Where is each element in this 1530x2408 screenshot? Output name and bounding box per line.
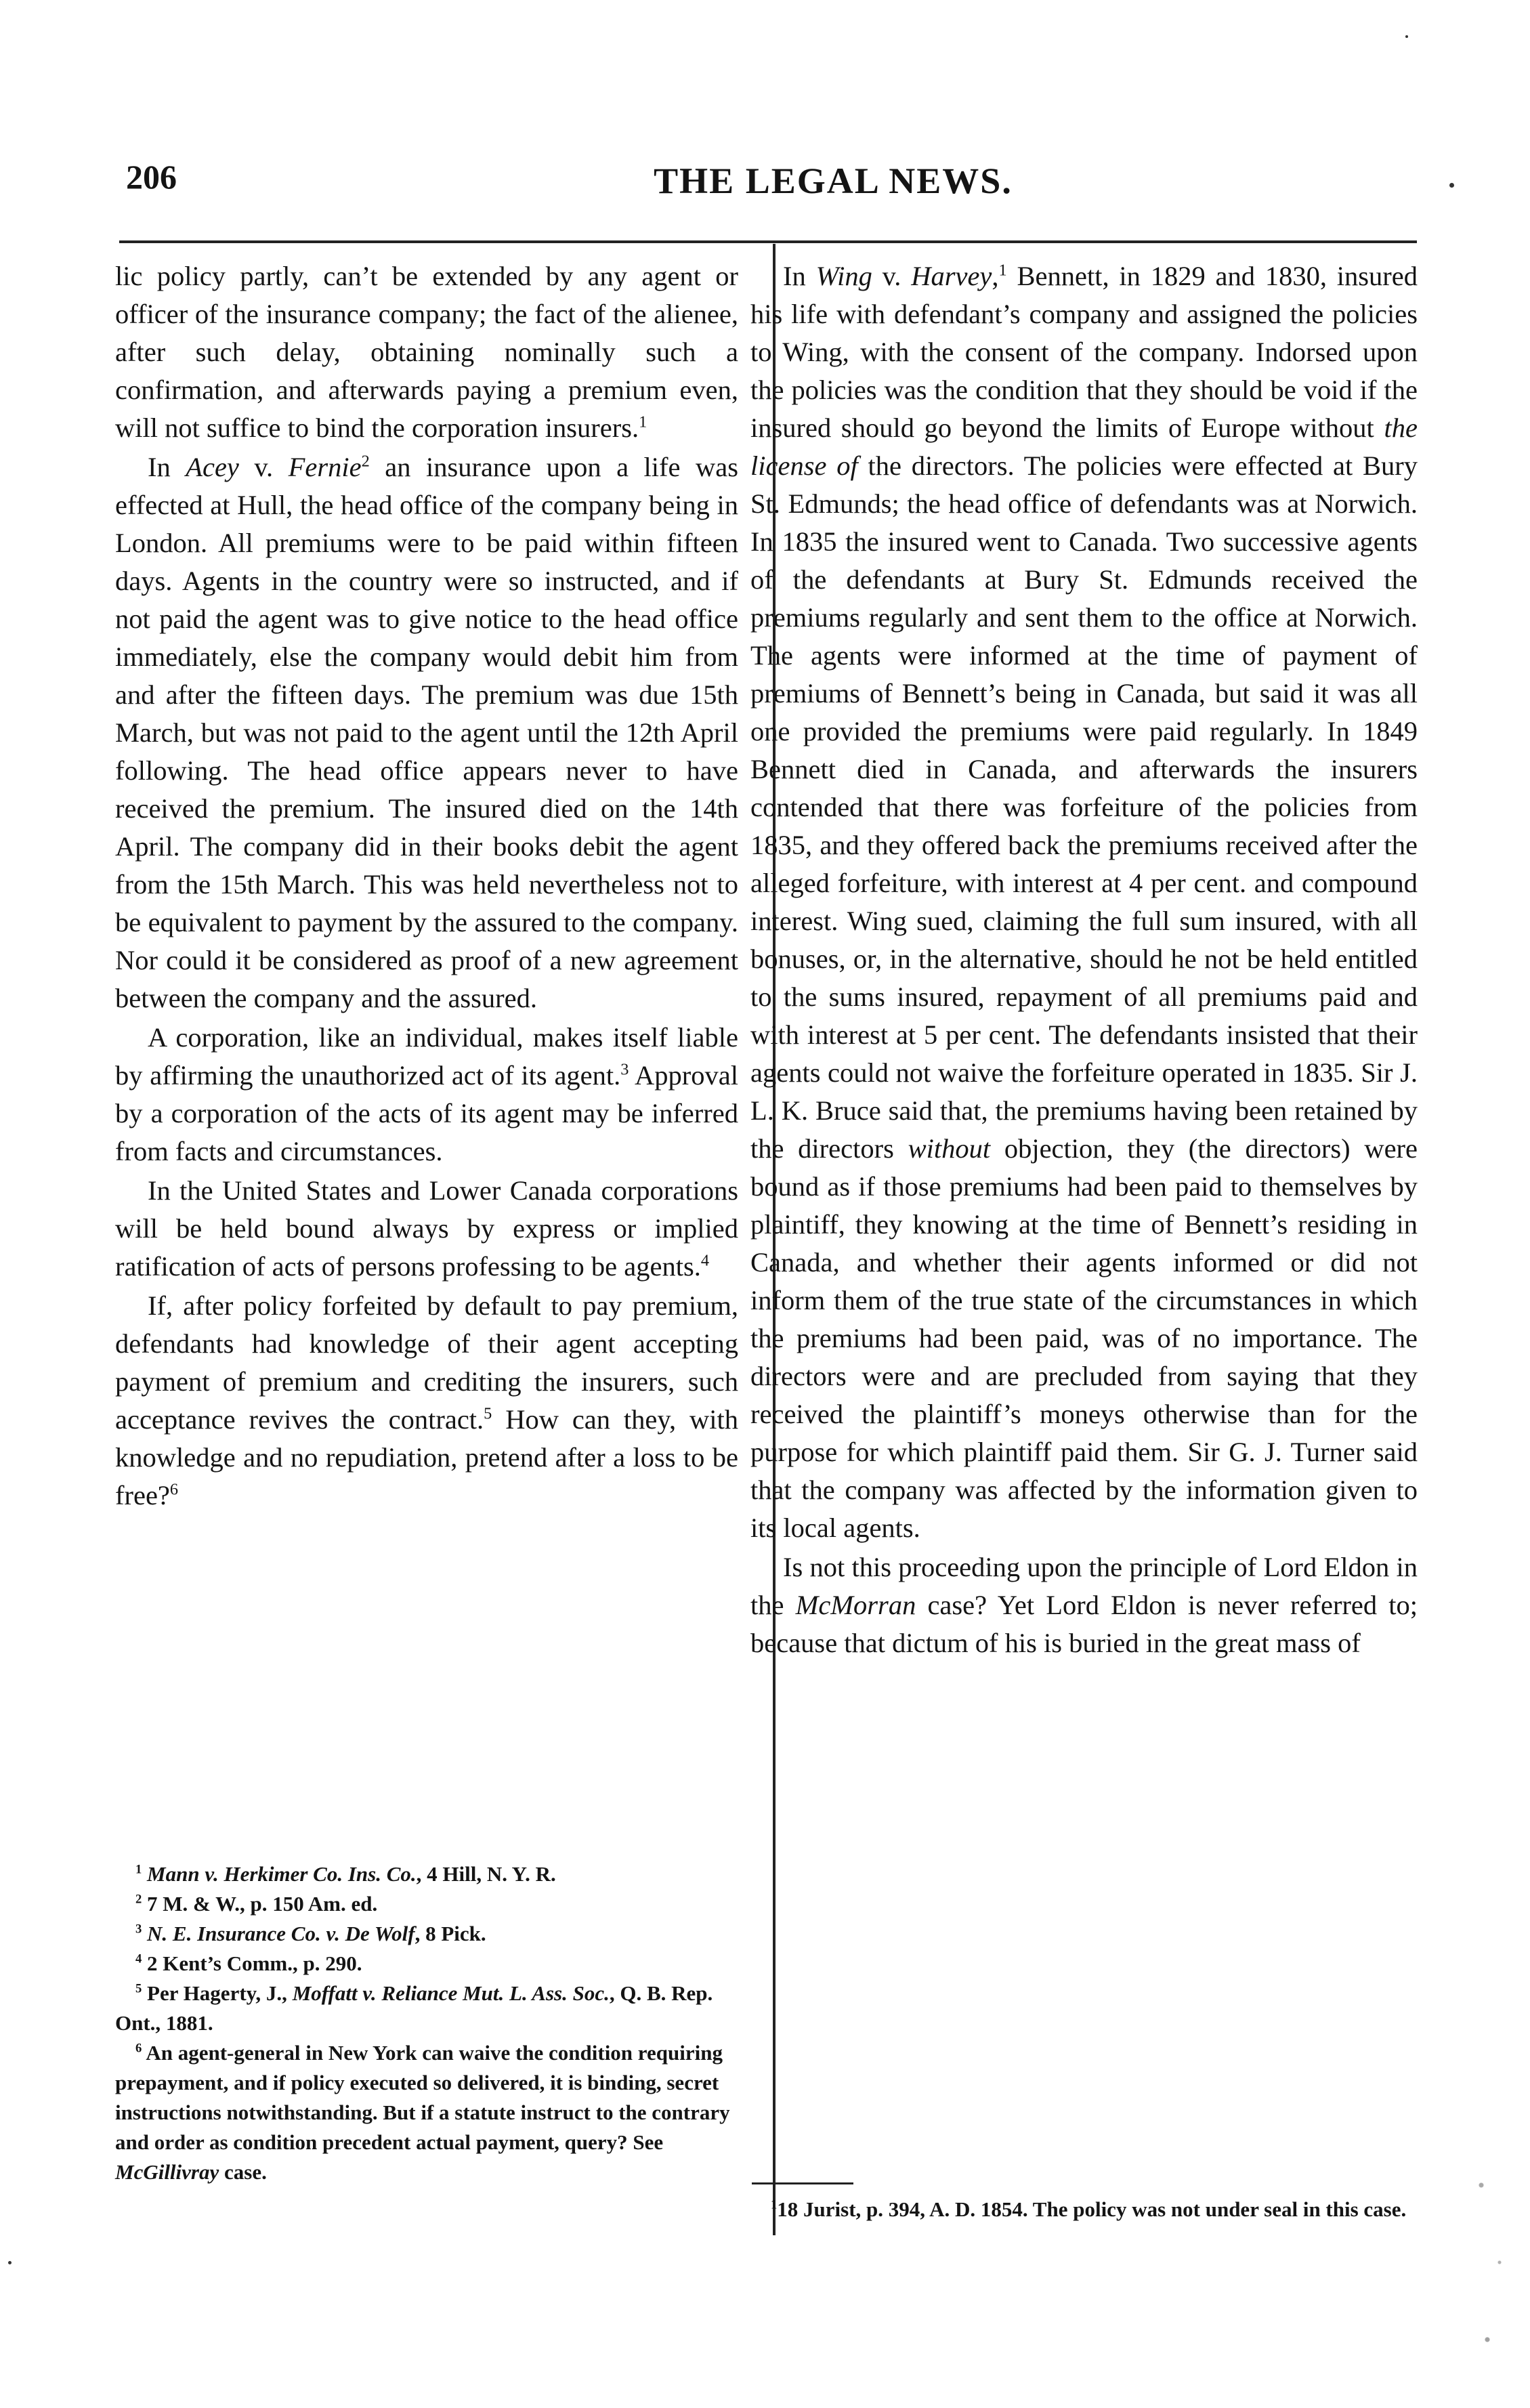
footnote: $^4$ 2 Kent’s Comm., p. 290. — [135, 1951, 362, 1975]
footnote: $^1$18 Jurist, p. 394, A. D. 1854. The policy was not under seal in this case. — [771, 2197, 1407, 2221]
footnote: $^3$ N. E. Insurance Co. v. De Wolf, 8 Pick. — [135, 1922, 486, 1945]
case-name: Harvey — [911, 261, 992, 291]
footnote-ref: 1 — [998, 261, 1007, 280]
footnote: $^2$ 7 M. & W., p. 150 Am. ed. — [135, 1892, 378, 1916]
footnote-rule — [752, 2182, 853, 2184]
footnote-ref: 2 — [361, 452, 370, 471]
paragraph-corporation: A corporation, like an individual, makes itself liable by affirming the unauthorized act of its agent.$^3$ Approval by a corporation of the acts of its agent may be inferred from facts and circumstances. — [115, 1022, 738, 1166]
case-name: Fernie — [288, 452, 362, 482]
scan-speck — [1449, 183, 1454, 188]
paragraph-lord-eldon: Is not this proceeding upon the principle of Lord Eldon in the McMorran case? Yet Lord Eldon is never referred to; because that dictum of his is buried in the great mass of — [750, 1552, 1418, 1658]
right-footnotes — [750, 2195, 1418, 2224]
footnote: $^1$ Mann v. Herkimer Co. Ins. Co., 4 Hill, N. Y. R. — [135, 1862, 556, 1886]
paragraph-united-states: In the United States and Lower Canada corporations will be held bound always by express or implied ratification of acts of persons professing to be agents.$^4$ — [115, 1175, 738, 1282]
running-title: THE LEGAL NEWS. — [654, 161, 1013, 201]
footnote: $^6$ An agent-general in New York can waive the condition requiring prepayment, and if policy executed so delivered, it is binding, secret instructions notwithstanding. But if a statute instruct to the contrary and order as condition precedent actual payment, query? See McGillivray case. — [115, 2041, 730, 2184]
footnote-ref: 6 — [169, 1480, 179, 1499]
scan-speck — [1405, 35, 1408, 38]
page-number: 206 — [126, 158, 177, 196]
paragraph-continuation: lic policy partly, can’t be extended by any agent or officer of the insurance company; the fact of the alienee, after such delay, obtaining nominally such a confirmation, and afterwards paying a premium even, will not suffice to bind the corporation insurers.$^1$ — [115, 261, 738, 443]
right-column — [750, 257, 1418, 1662]
case-name: Acey — [186, 452, 239, 482]
footnote-ref: 4 — [700, 1251, 710, 1270]
left-footnotes — [115, 1859, 738, 2187]
header-rule — [119, 240, 1417, 243]
paragraph-wing-v-harvey: In Wing v. Harvey,$^1$ Bennett, in 1829 and 1830, insured his life with defendant’s company and assigned the policies to Wing, with the consent of the company. Indorsed upon the policies was the condition that they should be void if the insured should go beyond the limits of Europe without the license of the directors. The policies were effected at Bury St. Edmunds; the head office of defendants was at Norwich. In 1835 the insured went to Canada. Two successive agents of the defendants at Bury St. Edmunds received the premiums regularly and sent them to the office at Norwich. The agents were informed at the time of payment of premiums of Bennett’s being in Canada, but said it was all one provided the premiums were paid regularly. In 1849 Bennett died in Canada, and afterwards the insurers contended that there was forfeiture of the policies from 1835, and they offered back the premiums received after the alleged forfeiture, with interest at 4 per cent. and compound interest. Wing sued, claiming the full sum insured, with all bonuses, or, in the alternative, should he not be held entitled to the sums insured, repayment of all premiums paid and with interest at 5 per cent. The defendants insisted that their agents could not waive the forfeiture operated in 1835. Sir J. L. K. Bruce said that, the premiums having been retained by the directors without objection, they (the directors) were bound as if those premiums had been paid to themselves by plaintiff, they knowing at the time of Bennett’s residing in Canada, and whether their agents informed or did not inform them of the true state of the circumstances in which the premiums had been paid, was of no importance. The directors were and are precluded from saying that they received the plaintiff’s moneys otherwise than for the purpose for which plaintiff paid them. Sir G. J. Turner said that the company was affected by the information given to its local agents. — [750, 261, 1418, 1543]
footnote-ref: 3 — [620, 1060, 629, 1079]
footnote: $^5$ Per Hagerty, J., Moffatt v. Reliance Mut. L. Ass. Soc., Q. B. Rep. Ont., 1881. — [115, 1981, 713, 2035]
scan-edge-noise — [1463, 2134, 1524, 2391]
footnote-ref: 1 — [639, 413, 647, 431]
case-name: Wing — [815, 261, 872, 291]
footnote-ref: 5 — [484, 1404, 492, 1423]
paragraph-acey-v-fernie: In Acey v. Fernie$^2$ an insurance upon a life was effected at Hull, the head office of the company being in London. All premiums were to be paid within fifteen days. Agents in the country were so instructed, and if not paid the agent was to give notice to the head office immediately, else the company would debit him from and after the fifteen days. The premium was due 15th March, but was not paid to the agent until the 12th April following. The head office appears never to have received the premium. The insured died on the 14th April. The company did in their books debit the agent from the 15th March. This was held nevertheless not to be equivalent to payment by the assured to the company. Nor could it be considered as proof of a new agreement between the company and the assured. — [115, 452, 738, 1013]
scan-speck — [8, 2261, 12, 2264]
left-column — [115, 257, 738, 1515]
paragraph-forfeited-policy: If, after policy forfeited by default to pay premium, defendants had knowledge of their agent accepting payment of premium and crediting the insurers, such acceptance revives the contract.$^5$ How can they, with knowledge and no repudiation, pretend after a loss to be free?$^6$ — [115, 1290, 738, 1511]
